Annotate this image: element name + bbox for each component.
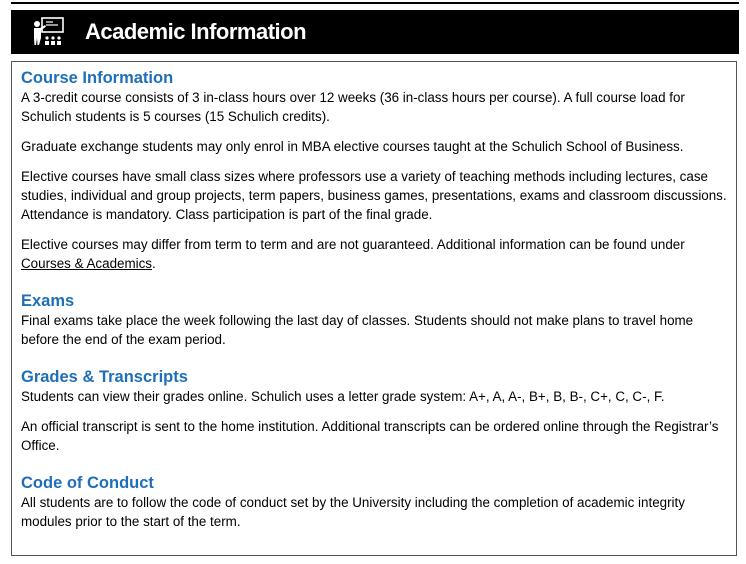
page-title: Academic Information [85, 19, 307, 44]
course-paragraph-3: Elective courses have small class sizes where professors use a variety of teaching methods including lectures, case studies, individual and group projects, term papers, business games, presentations, exams and classroom discussions. Attendance is mandatory. Class participation is part of the final grade. [21, 169, 727, 222]
teacher-presentation-icon [31, 17, 65, 47]
course-paragraph-4-text: Elective courses may differ from term to term and are not guaranteed. Additional information can be found under [21, 237, 685, 252]
course-paragraph-4-end: . [151, 256, 156, 271]
courses-academics-link[interactable]: Courses & Academics [21, 256, 152, 271]
course-paragraph-4 [21, 235, 727, 273]
exams-heading: Exams [21, 292, 75, 310]
course-information-heading: Course Information [21, 69, 174, 87]
conduct-paragraph: All students are to follow the code of conduct set by the University including the completion of academic integrity modules prior to the start of the term. [21, 495, 685, 529]
top-rule [11, 2, 739, 4]
grades-paragraph-2: An official transcript is sent to the home institution. Additional transcripts can be ordered online through the Registrar’s Office. [21, 419, 719, 453]
code-of-conduct-heading: Code of Conduct [21, 474, 154, 492]
section-header [11, 10, 739, 54]
exams-paragraph: Final exams take place the week following the last day of classes. Students should not make plans to travel home before the end of the exam period. [21, 313, 694, 347]
content-box [11, 61, 737, 556]
course-paragraph-1: A 3-credit course consists of 3 in-class hours over 12 weeks (36 in-class hours per course). A full course load for Schulich students is 5 courses (15 Schulich credits). [21, 90, 685, 124]
grades-transcripts-heading: Grades & Transcripts [21, 368, 188, 386]
grades-paragraph-1: Students can view their grades online. Schulich uses a letter grade system: A+, A, A-, B+, B, B-, C+, C, C-, F. [21, 389, 665, 404]
course-paragraph-2: Graduate exchange students may only enrol in MBA elective courses taught at the Schulich School of Business. [21, 139, 684, 154]
